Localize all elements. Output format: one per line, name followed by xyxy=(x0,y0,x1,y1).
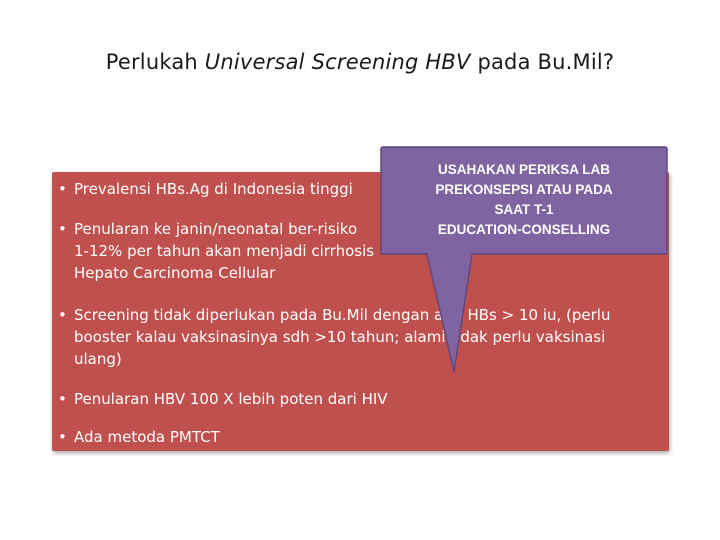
bullet-mark: • xyxy=(58,390,67,408)
title-part-3: pada Bu.Mil? xyxy=(470,50,615,74)
bullet-text: Screening tidak diperlukan pada Bu.Mil dengan anti HBs > 10 iu, (perlu xyxy=(74,306,611,324)
callout-line-1: USAHAKAN PERIKSA LAB xyxy=(437,162,610,177)
callout-text xyxy=(380,160,668,240)
bullet-text-line-2: booster kalau vaksinasinya sdh >10 tahun; alami tidak perlu vaksinasi xyxy=(74,328,606,346)
title-part-2: Universal Screening HBV xyxy=(204,50,471,74)
bullet-item xyxy=(58,388,654,410)
bullet-text: Prevalensi HBs.Ag di Indonesia tinggi xyxy=(74,180,353,198)
bullet-text-line-3: ulang) xyxy=(74,350,122,368)
title-part-1: Perlukah xyxy=(105,50,205,74)
slide-title xyxy=(0,50,720,74)
bullet-mark: • xyxy=(58,220,67,238)
bullet-item xyxy=(58,426,654,448)
bullet-text: Ada metoda PMTCT xyxy=(74,428,220,446)
bullet-mark: • xyxy=(58,306,67,324)
bullet-text-line-3: Hepato Carcinoma Cellular xyxy=(74,264,276,282)
bullet-mark: • xyxy=(58,428,67,446)
callout-bubble xyxy=(380,146,668,376)
bullet-text: Penularan HBV 100 X lebih poten dari HIV xyxy=(74,390,388,408)
callout-line-3: SAAT T-1 xyxy=(494,202,554,217)
callout-line-2: PREKONSEPSI ATAU PADA xyxy=(435,182,613,197)
callout-line-4: EDUCATION-CONSELLING xyxy=(437,222,611,237)
bullet-text: Penularan ke janin/neonatal ber-risiko xyxy=(74,220,358,238)
bullet-text-line-2: 1-12% per tahun akan menjadi cirrhosis xyxy=(74,242,375,260)
bullet-mark: • xyxy=(58,180,67,198)
